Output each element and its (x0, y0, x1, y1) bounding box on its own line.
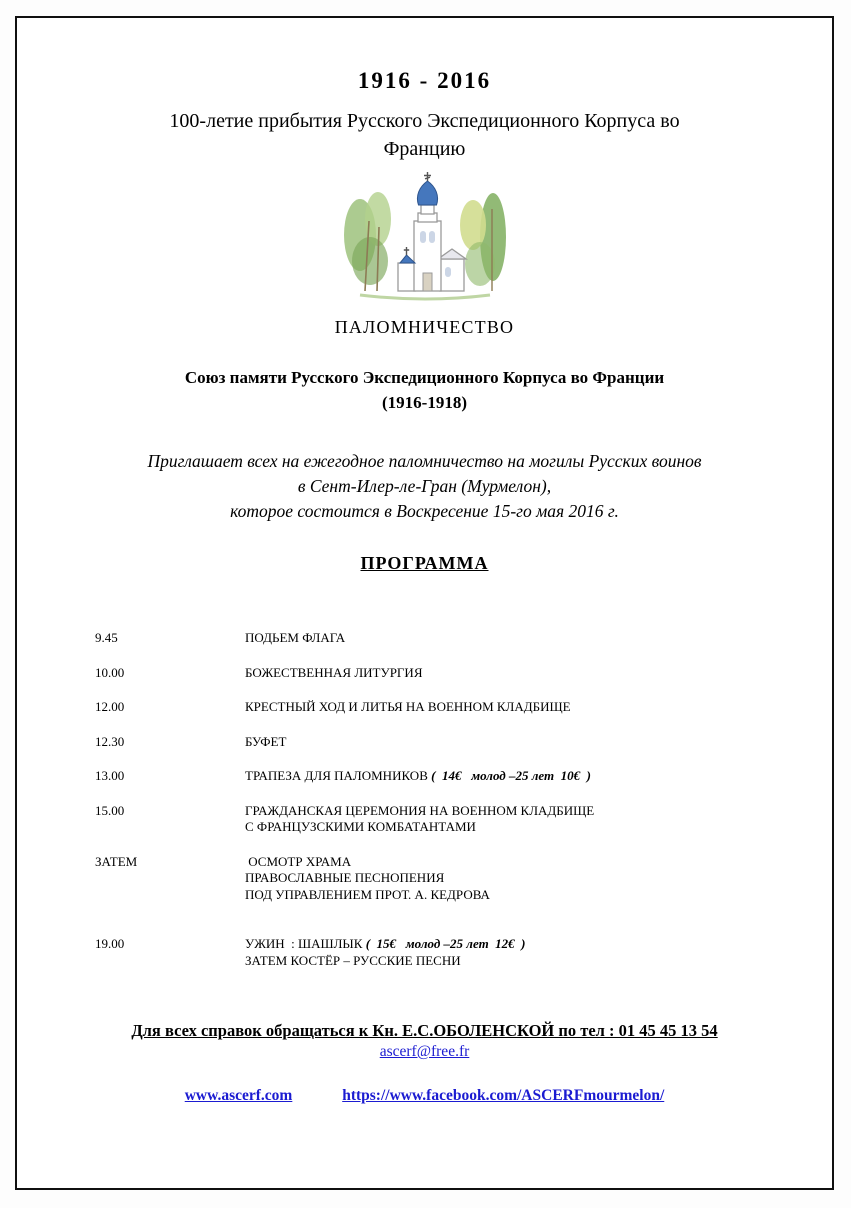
program-description (245, 768, 591, 785)
trees-right (460, 193, 506, 291)
program-row (95, 803, 832, 836)
program-row (95, 768, 832, 785)
email-link[interactable]: ascerf@free.fr (379, 1043, 470, 1060)
program-line: КРЕСТНЫЙ ХОД И ЛИТЬЯ НА ВОЕННОМ КЛАДБИЩЕ (245, 699, 571, 714)
program-description (245, 854, 490, 904)
program-line: ПРАВОСЛАВНЫЕ ПЕСНОПЕНИЯ (245, 870, 445, 885)
program-description (245, 936, 526, 969)
document-page (15, 16, 834, 1190)
program-description (245, 665, 423, 682)
invitation-line-2: в Сент-Илер-ле-Гран (Мурмелон), (297, 476, 552, 496)
program-list (17, 630, 832, 969)
invitation-text (17, 449, 832, 524)
program-price-note: ( 15€ молод –25 лет 12€ ) (365, 936, 526, 951)
program-time: 19.00 (95, 936, 125, 951)
church-illustration-image (340, 169, 510, 311)
program-line: БУФЕТ (245, 733, 287, 749)
program-line: ПОДЬЕМ ФЛАГА (245, 630, 346, 645)
contact-info: Для всех справок обращаться к Кн. Е.С.ОБОЛЕНСКОЙ по тел : 01 45 45 13 54 (131, 1021, 718, 1040)
program-row (95, 854, 832, 904)
trees-left (344, 192, 391, 291)
program-line-text: ТРАПЕЗА ДЛЯ ПАЛОМНИКОВ (245, 768, 428, 783)
pilgrimage-heading: ПАЛОМНИЧЕСТВО (334, 317, 515, 337)
union-line-1: Союз памяти Русского Экспедиционного Корпуса во Франции (184, 368, 665, 387)
program-line (245, 936, 526, 953)
website-link[interactable]: www.ascerf.com (184, 1087, 293, 1104)
union-title (17, 365, 832, 415)
program-line: ЗАТЕМ КОСТЁР – РУССКИЕ ПЕСНИ (245, 952, 461, 968)
title-years: 1916 - 2016 (357, 68, 492, 93)
email-line (17, 1043, 832, 1061)
program-description (245, 734, 286, 751)
program-row (95, 699, 832, 716)
invitation-line-1: Приглашает всех на ежегодное паломничество на могилы Русских воинов (147, 451, 702, 471)
program-time: 12.30 (95, 733, 125, 749)
program-heading: ПРОГРАММА (360, 553, 489, 573)
program-time: ЗАТЕМ (95, 853, 138, 869)
program-line: БОЖЕСТВЕННАЯ ЛИТУРГИЯ (245, 664, 423, 680)
subtitle-line-1: 100-летие прибытия Русского Экспедиционного Корпуса во (169, 110, 680, 132)
subtitle-line-2: Францию (383, 138, 466, 160)
facebook-link[interactable]: https://www.facebook.com/ASCERFmourmelon/ (342, 1087, 665, 1104)
program-row (95, 665, 832, 682)
program-price-note: ( 14€ молод –25 лет 10€ ) (431, 768, 591, 783)
program-line: ГРАЖДАНСКАЯ ЦЕРЕМОНИЯ НА ВОЕННОМ КЛАДБИЩЕ (245, 802, 595, 818)
union-line-2: (1916-1918) (382, 393, 467, 412)
program-time: 12.00 (95, 699, 125, 714)
program-row (95, 734, 832, 751)
program-time: 15.00 (95, 802, 125, 818)
church-illustration-wrap (17, 169, 832, 313)
ground (360, 295, 490, 299)
program-description (245, 699, 571, 716)
subtitle (17, 107, 832, 163)
invitation-line-3: которое состоится в Воскресение 15-го мая 2016 г. (230, 501, 619, 521)
program-time: 10.00 (95, 664, 125, 680)
program-row (95, 630, 832, 647)
program-time: 13.00 (95, 768, 125, 783)
program-description (245, 803, 594, 836)
program-line: С ФРАНЦУЗСКИМИ КОМБАТАНТАМИ (245, 819, 476, 834)
program-line (245, 768, 591, 785)
program-row (95, 936, 832, 969)
program-description (245, 630, 345, 647)
program-line: ПОД УПРАВЛЕНИЕМ ПРОТ. А. КЕДРОВА (245, 886, 490, 902)
links-row (17, 1087, 832, 1105)
program-line: ОСМОТР ХРАМА (245, 853, 352, 869)
program-line-text: УЖИН : ШАШЛЫК (245, 936, 363, 951)
program-time: 9.45 (95, 630, 118, 645)
